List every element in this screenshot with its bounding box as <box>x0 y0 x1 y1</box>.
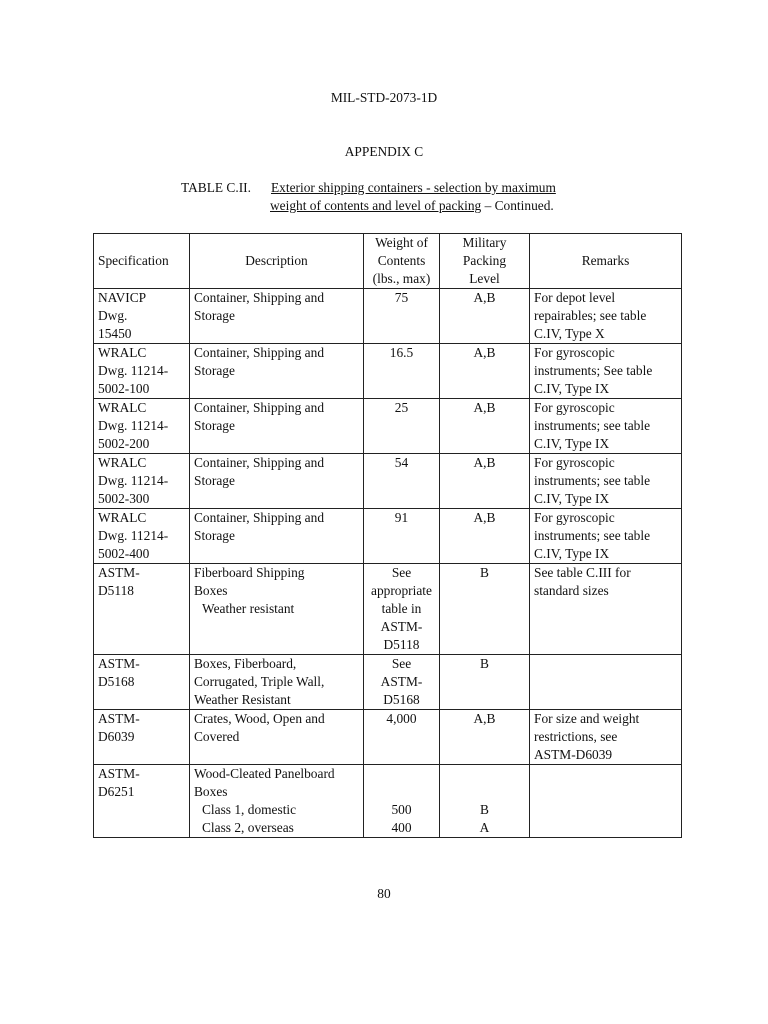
cell-line: Description <box>245 253 308 268</box>
packing-level-cell <box>440 454 530 509</box>
description-cell <box>190 564 364 655</box>
cell-line: WRALC <box>98 400 147 415</box>
packing-level-cell <box>440 655 530 710</box>
header-packing-level <box>440 234 530 289</box>
cell-line: (lbs., max) <box>372 271 431 286</box>
cell-line: C.IV, Type IX <box>534 436 610 451</box>
cell-line: Fiberboard Shipping <box>194 565 305 580</box>
cell-line: ASTM- <box>98 711 140 726</box>
cell-line <box>368 783 435 801</box>
table-caption-title-line1: Exterior shipping containers - selection by maximum <box>271 180 556 195</box>
spec-cell <box>94 765 190 838</box>
cell-line: Container, Shipping and <box>194 455 325 470</box>
cell-line: instruments; see table <box>534 473 651 488</box>
cell-line: B <box>480 565 489 580</box>
cell-line: Wood-Cleated Panelboard <box>194 766 335 781</box>
table-row <box>94 564 682 655</box>
cell-line: 54 <box>394 455 409 470</box>
cell-line: 5002-400 <box>98 546 150 561</box>
cell-line: Class 2, overseas <box>202 820 294 835</box>
cell-line: Boxes <box>194 784 228 799</box>
table-row <box>94 454 682 509</box>
cell-line: Dwg. <box>98 308 128 323</box>
weight-cell <box>364 454 440 509</box>
cell-line: For gyroscopic <box>534 345 615 360</box>
weight-cell <box>364 765 440 838</box>
cell-line: Storage <box>194 473 235 488</box>
header-remarks <box>530 234 682 289</box>
cell-line: D5168 <box>383 692 420 707</box>
cell-line: C.IV, Type IX <box>534 491 610 506</box>
cell-line: ASTM- <box>98 766 140 781</box>
packing-level-cell <box>440 710 530 765</box>
cell-line: Level <box>469 271 500 286</box>
cell-line: ASTM- <box>380 619 423 634</box>
cell-line: 500 <box>391 802 412 817</box>
weight-cell <box>364 509 440 564</box>
description-cell <box>190 344 364 399</box>
cell-line: 75 <box>394 290 409 305</box>
weight-cell <box>364 655 440 710</box>
cell-line: Dwg. 11214- <box>98 363 169 378</box>
table-header-row <box>94 234 682 289</box>
spec-cell <box>94 509 190 564</box>
cell-line: Container, Shipping and <box>194 400 325 415</box>
spec-cell <box>94 289 190 344</box>
spec-cell <box>94 564 190 655</box>
remarks-cell <box>530 344 682 399</box>
cell-line: Storage <box>194 418 235 433</box>
cell-line: Weather resistant <box>202 601 295 616</box>
table-body <box>94 289 682 838</box>
weight-cell <box>364 289 440 344</box>
table-row <box>94 399 682 454</box>
header-specification <box>94 234 190 289</box>
cell-line: WRALC <box>98 455 147 470</box>
spec-cell <box>94 454 190 509</box>
remarks-cell <box>530 454 682 509</box>
table-caption-label: TABLE C.II. <box>181 180 251 195</box>
weight-cell <box>364 564 440 655</box>
cell-line: standard sizes <box>534 583 609 598</box>
cell-line: Storage <box>194 363 235 378</box>
header-weight <box>364 234 440 289</box>
cell-line: Specification <box>98 253 169 268</box>
cell-line: Dwg. 11214- <box>98 528 169 543</box>
cell-line: Contents <box>377 253 426 268</box>
spec-cell <box>94 710 190 765</box>
table-row <box>94 289 682 344</box>
cell-line: restrictions, see <box>534 729 618 744</box>
cell-line: ASTM- <box>98 656 140 671</box>
cell-line: Packing <box>462 253 507 268</box>
cell-line: For gyroscopic <box>534 510 615 525</box>
weight-cell <box>364 344 440 399</box>
cell-line: For size and weight <box>534 711 640 726</box>
cell-line: Storage <box>194 528 235 543</box>
cell-line: Boxes, Fiberboard, <box>194 656 297 671</box>
cell-line: A <box>479 820 490 835</box>
cell-line: instruments; see table <box>534 528 651 543</box>
cell-line: C.IV, Type IX <box>534 546 610 561</box>
cell-line: Storage <box>194 308 235 323</box>
cell-line: 5002-100 <box>98 381 150 396</box>
table-row <box>94 710 682 765</box>
cell-line: Container, Shipping and <box>194 290 325 305</box>
cell-line: Weight of <box>375 235 428 250</box>
cell-line: 16.5 <box>389 345 414 360</box>
cell-line: D6251 <box>98 784 135 799</box>
cell-line <box>368 765 435 783</box>
cell-line: Container, Shipping and <box>194 345 325 360</box>
cell-line: table in <box>381 601 422 616</box>
cell-line: A,B <box>473 711 496 726</box>
table-row <box>94 765 682 838</box>
page-number: 80 <box>377 886 391 901</box>
cell-line: C.IV, Type IX <box>534 381 610 396</box>
cell-line: WRALC <box>98 510 147 525</box>
cell-line <box>444 765 525 783</box>
document-id: MIL-STD-2073-1D <box>330 90 438 105</box>
cell-line: Corrugated, Triple Wall, <box>194 674 325 689</box>
cell-line: A,B <box>473 345 496 360</box>
cell-line: Crates, Wood, Open and <box>194 711 325 726</box>
cell-line: Class 1, domestic <box>202 802 297 817</box>
packing-level-cell <box>440 289 530 344</box>
cell-line: For depot level <box>534 290 616 305</box>
description-cell <box>190 655 364 710</box>
cell-line: A,B <box>473 510 496 525</box>
cell-line: NAVICP <box>98 290 147 305</box>
table-caption <box>181 179 601 215</box>
cell-line: See <box>391 656 412 671</box>
description-cell <box>190 399 364 454</box>
description-cell <box>190 765 364 838</box>
cell-line: For gyroscopic <box>534 455 615 470</box>
table-row <box>94 509 682 564</box>
weight-cell <box>364 710 440 765</box>
cell-line: D5118 <box>383 637 420 652</box>
cell-line: Remarks <box>581 253 630 268</box>
cell-line: See table C.III for <box>534 565 631 580</box>
cell-line: Weather Resistant <box>194 692 291 707</box>
description-cell <box>190 289 364 344</box>
cell-line: ASTM-D6039 <box>534 747 613 762</box>
cell-line: Covered <box>194 729 240 744</box>
description-cell <box>190 710 364 765</box>
cell-line: 15450 <box>98 326 132 341</box>
cell-line: Container, Shipping and <box>194 510 325 525</box>
cell-line: 25 <box>394 400 409 415</box>
cell-line: 5002-300 <box>98 491 150 506</box>
cell-line: WRALC <box>98 345 147 360</box>
cell-line: Military <box>462 235 507 250</box>
cell-line: appropriate <box>371 583 432 598</box>
cell-line: repairables; see table <box>534 308 647 323</box>
cell-line: Dwg. 11214- <box>98 418 169 433</box>
cell-line: 4,000 <box>386 711 417 726</box>
spec-cell <box>94 655 190 710</box>
cell-line: 91 <box>394 510 409 525</box>
spec-cell <box>94 344 190 399</box>
cell-line: D6039 <box>98 729 135 744</box>
packing-level-cell <box>440 399 530 454</box>
weight-cell <box>364 399 440 454</box>
packing-level-cell <box>440 509 530 564</box>
packing-level-cell <box>440 344 530 399</box>
cell-line: B <box>480 656 489 671</box>
cell-line: instruments; See table <box>534 363 653 378</box>
description-cell <box>190 509 364 564</box>
packing-level-cell <box>440 564 530 655</box>
cell-line: Boxes <box>194 583 228 598</box>
table-caption-suffix: – Continued. <box>481 198 554 213</box>
cell-line <box>444 783 525 801</box>
cell-line: A,B <box>473 455 496 470</box>
table-caption-title-line2: weight of contents and level of packing <box>270 198 482 213</box>
remarks-cell <box>530 289 682 344</box>
cell-line: See <box>391 565 412 580</box>
remarks-cell <box>530 765 682 838</box>
cell-line: 5002-200 <box>98 436 150 451</box>
cell-line: C.IV, Type X <box>534 326 605 341</box>
header-description <box>190 234 364 289</box>
table-row <box>94 655 682 710</box>
table-row <box>94 344 682 399</box>
remarks-cell <box>530 509 682 564</box>
cell-line: Dwg. 11214- <box>98 473 169 488</box>
cell-line: A,B <box>473 290 496 305</box>
remarks-cell <box>530 655 682 710</box>
containers-table <box>93 233 682 838</box>
appendix-heading: APPENDIX C <box>344 144 424 159</box>
cell-line: B <box>480 802 489 817</box>
description-cell <box>190 454 364 509</box>
cell-line: instruments; see table <box>534 418 651 433</box>
spec-cell <box>94 399 190 454</box>
cell-line: ASTM- <box>98 565 140 580</box>
remarks-cell <box>530 399 682 454</box>
packing-level-cell <box>440 765 530 838</box>
remarks-cell <box>530 710 682 765</box>
cell-line: A,B <box>473 400 496 415</box>
cell-line: For gyroscopic <box>534 400 615 415</box>
cell-line: 400 <box>391 820 412 835</box>
cell-line: ASTM- <box>380 674 423 689</box>
cell-line: D5118 <box>98 583 134 598</box>
remarks-cell <box>530 564 682 655</box>
cell-line: D5168 <box>98 674 135 689</box>
